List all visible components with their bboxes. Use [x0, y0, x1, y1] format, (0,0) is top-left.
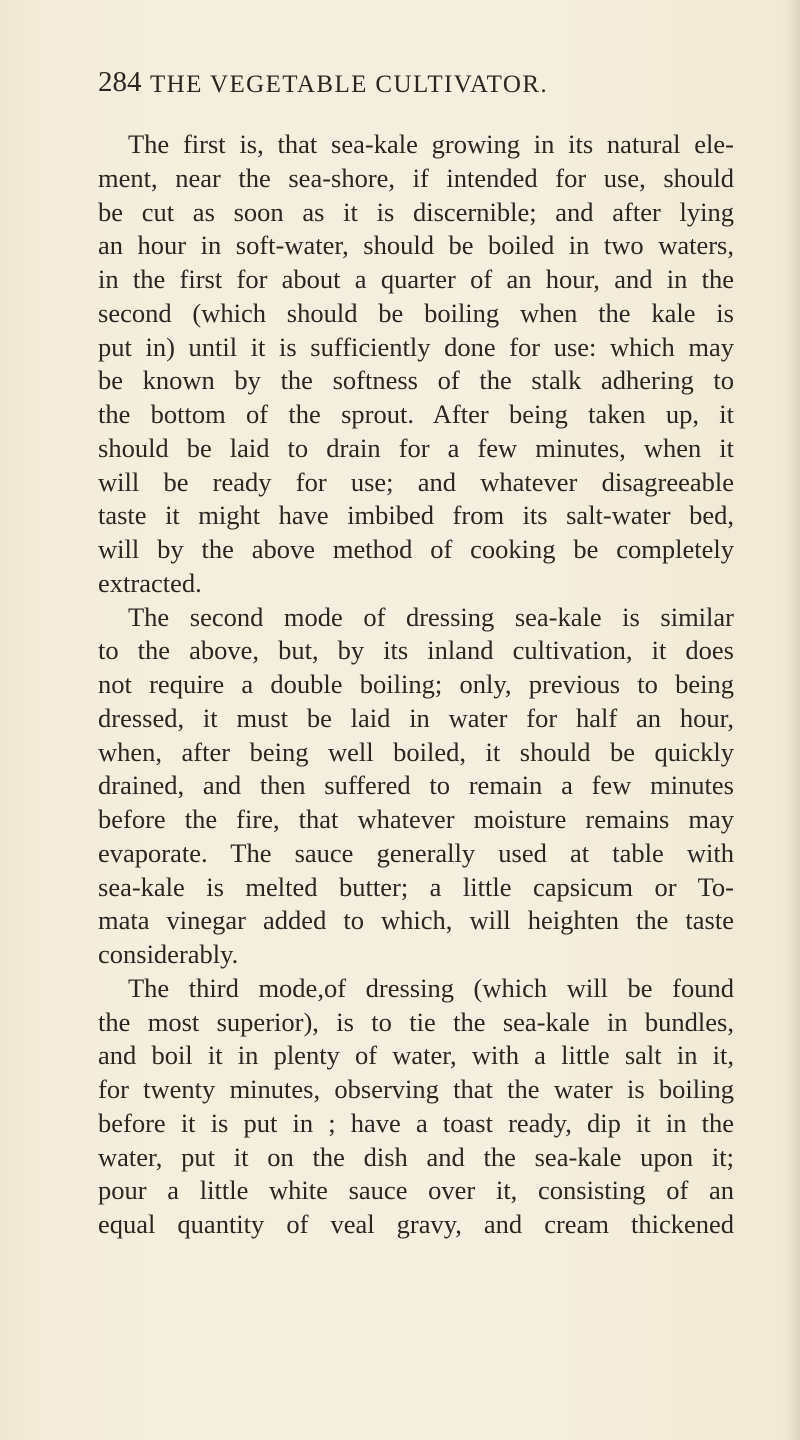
body-text [98, 128, 734, 1242]
text-line: an hour in soft-water, should be boiled in two waters, [98, 230, 734, 261]
paragraph-2 [98, 601, 734, 972]
text-line: drained, and then suffered to remain a few minutes [98, 770, 734, 801]
text-line: mata vinegar added to which, will heighten the taste [98, 905, 734, 936]
page-header [98, 66, 738, 106]
paragraph-3 [98, 972, 734, 1242]
text-line: extracted. [98, 567, 202, 598]
text-line: to the above, but, by its inland cultivation, it does [98, 635, 734, 666]
text-line: before it is put in ; have a toast ready, dip it in the [98, 1107, 734, 1138]
text-line: second (which should be boiling when the kale is [98, 297, 734, 328]
text-line: the most superior), is to tie the sea-kale in bundles, [98, 1006, 734, 1037]
text-line: the bottom of the sprout. After being taken up, it [98, 399, 734, 429]
text-line: be known by the softness of the stalk adhering to [98, 365, 734, 396]
text-line: when, after being well boiled, it should be quickly [98, 736, 734, 767]
text-line: The second mode of dressing sea-kale is similar [128, 601, 734, 632]
text-line: dressed, it must be laid in water for half an hour, [98, 702, 734, 733]
running-title: THE VEGETABLE CULTIVATOR. [150, 71, 549, 98]
text-line: in the first for about a quarter of an hour, and in the [98, 264, 734, 294]
text-line: put in) until it is sufficiently done for use: which may [98, 331, 734, 362]
text-line: ment, near the sea-shore, if intended for use, should [98, 162, 734, 193]
text-line: will be ready for use; and whatever disagreeable [98, 466, 734, 497]
text-line: will by the above method of cooking be completely [98, 534, 734, 564]
text-line: equal quantity of veal gravy, and cream thickened [98, 1209, 734, 1239]
text-line: water, put it on the dish and the sea-kale upon it; [98, 1141, 734, 1172]
text-line: not require a double boiling; only, previous to being [98, 669, 734, 699]
paragraph-1 [98, 128, 734, 601]
page-edge-shadow [786, 0, 800, 1440]
text-line: and boil it in plenty of water, with a little salt in it, [98, 1040, 734, 1071]
text-line: taste it might have imbibed from its salt-water bed, [98, 500, 734, 531]
text-line: evaporate. The sauce generally used at table with [98, 837, 734, 868]
text-line: before the fire, that whatever moisture remains may [98, 804, 734, 834]
page-number: 284 [98, 66, 142, 98]
text-line: The first is, that sea-kale growing in its natural ele- [128, 129, 734, 159]
text-line: The third mode,of dressing (which will be found [128, 972, 734, 1003]
text-line: pour a little white sauce over it, consisting of an [98, 1175, 734, 1206]
text-line: for twenty minutes, observing that the water is boiling [98, 1074, 734, 1104]
text-line: be cut as soon as it is discernible; and after lying [98, 196, 734, 227]
text-line: should be laid to drain for a few minutes, when it [98, 432, 734, 463]
text-line: sea-kale is melted butter; a little capsicum or To- [98, 871, 734, 902]
text-line: considerably. [98, 939, 239, 969]
